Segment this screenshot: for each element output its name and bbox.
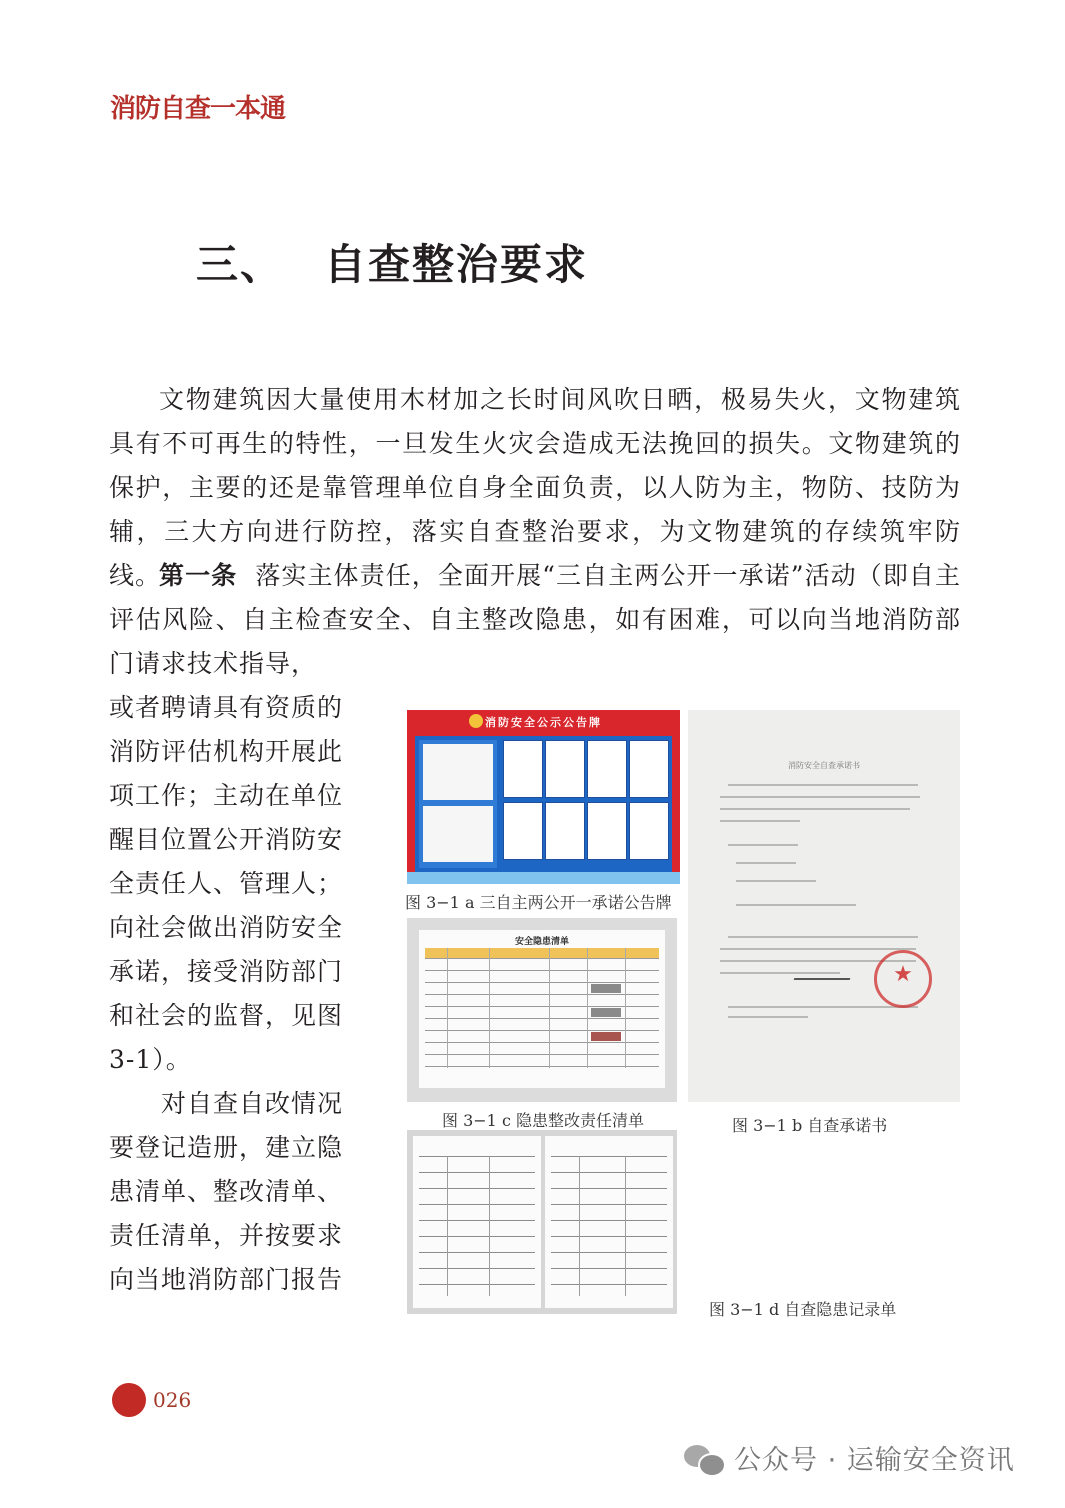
wechat-icon <box>684 1441 724 1475</box>
book-title: 消防自查一本通 <box>110 93 286 124</box>
letter-text-line <box>720 948 916 950</box>
article-text: 落实主体责任，全面开展“三自主两公开一承诺”活动（即自主评估风险、自主检查安全、自主整改隐患，如有困难，可以向当地消防部门请求技术指导， <box>109 561 961 678</box>
column-line: 和社会的监督，见图 <box>109 1001 344 1030</box>
board-cell <box>503 802 543 860</box>
table-row <box>419 1220 535 1221</box>
table-row <box>425 1006 659 1007</box>
text-column <box>109 686 354 1302</box>
column-line: 对自查自改情况 <box>109 1089 344 1118</box>
letter-text-line <box>736 880 816 882</box>
table-row <box>551 1252 667 1253</box>
table-column-line <box>625 948 626 1068</box>
column-line: 3-1）。 <box>109 1045 192 1074</box>
board-cell <box>545 740 585 798</box>
table-row <box>425 1066 659 1067</box>
hazard-photo-thumbnail <box>591 1008 621 1017</box>
column-line: 项工作；主动在单位 <box>109 781 344 810</box>
column-line: 要登记造册，建立隐 <box>109 1133 344 1162</box>
table-row <box>425 1030 659 1031</box>
table-row <box>425 982 659 983</box>
table-column-line <box>549 948 550 1068</box>
table-column-line <box>447 1156 448 1296</box>
table-row <box>419 1204 535 1205</box>
letter-text-line <box>736 904 856 906</box>
letter-text-line <box>728 1006 918 1008</box>
board-info-box <box>423 744 493 800</box>
table-row <box>419 1172 535 1173</box>
table-row <box>425 958 659 959</box>
table-row <box>551 1220 667 1221</box>
signature <box>794 956 859 980</box>
table-row <box>419 1188 535 1189</box>
figure-d-inspection-record-photo <box>407 1130 677 1314</box>
record-sheet-right <box>545 1136 673 1308</box>
table-row <box>419 1236 535 1237</box>
board-panel <box>415 736 672 872</box>
table-row <box>425 1042 659 1043</box>
figure-c-hazard-list-photo <box>407 918 677 1102</box>
letter-text-line <box>720 796 920 798</box>
table-column-line <box>625 1156 626 1296</box>
hazard-list-sheet <box>419 930 665 1088</box>
board-footer-strip <box>407 872 680 884</box>
column-line: 患清单、整改清单、 <box>109 1177 344 1206</box>
table-column-line <box>579 1156 580 1296</box>
hazard-photo-thumbnail <box>591 984 621 993</box>
table-row <box>551 1188 667 1189</box>
table-row <box>425 1018 659 1019</box>
table-row <box>551 1156 667 1157</box>
table-row <box>551 1204 667 1205</box>
table-row <box>551 1268 667 1269</box>
board-left-column <box>419 740 497 868</box>
table-column-line <box>489 948 490 1068</box>
page-number: 026 <box>153 1388 192 1412</box>
letter-text-line <box>720 808 910 810</box>
letter-text-line <box>728 1016 808 1018</box>
table-row <box>419 1268 535 1269</box>
letter-text-line <box>728 844 798 846</box>
board-cell <box>503 740 543 798</box>
board-cells <box>503 740 669 864</box>
paragraph-1: 文物建筑因大量使用木材加之长时间风吹日晒，极易失火，文物建筑具有不可再生的特性，一旦发生火灾会造成无法挽回的损失。文物建筑的保护，主要的还是靠管理单位自身全面负责，以人防为主，物防、技防为辅，三大方向进行防控，落实自查整治要求，为文物建筑的存续筑牢防线。 <box>109 385 961 590</box>
figure-d-caption: 图 3−1 d 自查隐患记录单 <box>709 1300 897 1319</box>
table-column-line <box>489 1156 490 1296</box>
letter-text-line <box>728 936 918 938</box>
column-line: 消防评估机构开展此 <box>109 737 344 766</box>
table-row <box>419 1252 535 1253</box>
seal-star-icon: ★ <box>893 962 913 987</box>
book-logo <box>110 88 285 124</box>
column-line: 责任清单，并按要求 <box>109 1221 344 1250</box>
column-line: 向当地消防部门报告 <box>109 1265 344 1294</box>
column-line: 醒目位置公开消防安 <box>109 825 344 854</box>
board-cell <box>587 740 627 798</box>
figure-b-caption: 图 3−1 b 自查承诺书 <box>732 1116 888 1135</box>
column-line: 向社会做出消防安全 <box>109 913 344 942</box>
figure-b-commitment-letter-photo <box>688 710 960 1102</box>
hazard-photo-thumbnail <box>591 1032 621 1041</box>
paragraph-2 <box>109 554 961 686</box>
table-column-line <box>587 948 588 1068</box>
table-row <box>419 1284 535 1285</box>
hazard-list-header-row <box>425 948 659 958</box>
hazard-list-title: 安全隐患清单 <box>514 937 569 947</box>
column-line: 或者聘请具有资质的 <box>109 693 344 722</box>
column-line: 承诺，接受消防部门 <box>109 957 344 986</box>
page-number-dot <box>112 1383 146 1417</box>
board-title: 消防安全公示公告牌 <box>485 716 602 729</box>
table-row <box>551 1284 667 1285</box>
record-sheet-left <box>413 1136 541 1308</box>
table-row <box>419 1156 535 1157</box>
section-heading <box>196 232 588 292</box>
official-seal <box>874 950 932 1008</box>
figure-c-caption: 图 3−1 c 隐患整改责任清单 <box>442 1111 644 1130</box>
watermark <box>684 1438 1015 1477</box>
table-row <box>425 1054 659 1055</box>
board-cell <box>587 802 627 860</box>
section-number: 三、 <box>196 240 285 289</box>
watermark-text: 公众号 · 运输安全资讯 <box>734 1445 1015 1476</box>
table-column-line <box>447 948 448 1068</box>
section-title: 自查整治要求 <box>324 240 589 289</box>
board-info-box <box>423 806 493 862</box>
board-cell <box>545 802 585 860</box>
column-line: 全责任人、管理人； <box>109 869 344 898</box>
figure-a-caption: 图 3−1 a 三自主两公开一承诺公告牌 <box>405 893 672 912</box>
board-cell <box>629 740 669 798</box>
letter-text-line <box>736 862 796 864</box>
article-label: 第一条 <box>159 561 238 590</box>
table-row <box>425 994 659 995</box>
table-row <box>425 970 659 971</box>
table-row <box>551 1236 667 1237</box>
figure-a-notice-board-photo <box>407 710 680 884</box>
letter-text-line <box>728 784 918 786</box>
letter-title: 消防安全自查承诺书 <box>788 761 860 770</box>
board-cell <box>629 802 669 860</box>
letter-text-line <box>720 820 800 822</box>
table-row <box>551 1172 667 1173</box>
